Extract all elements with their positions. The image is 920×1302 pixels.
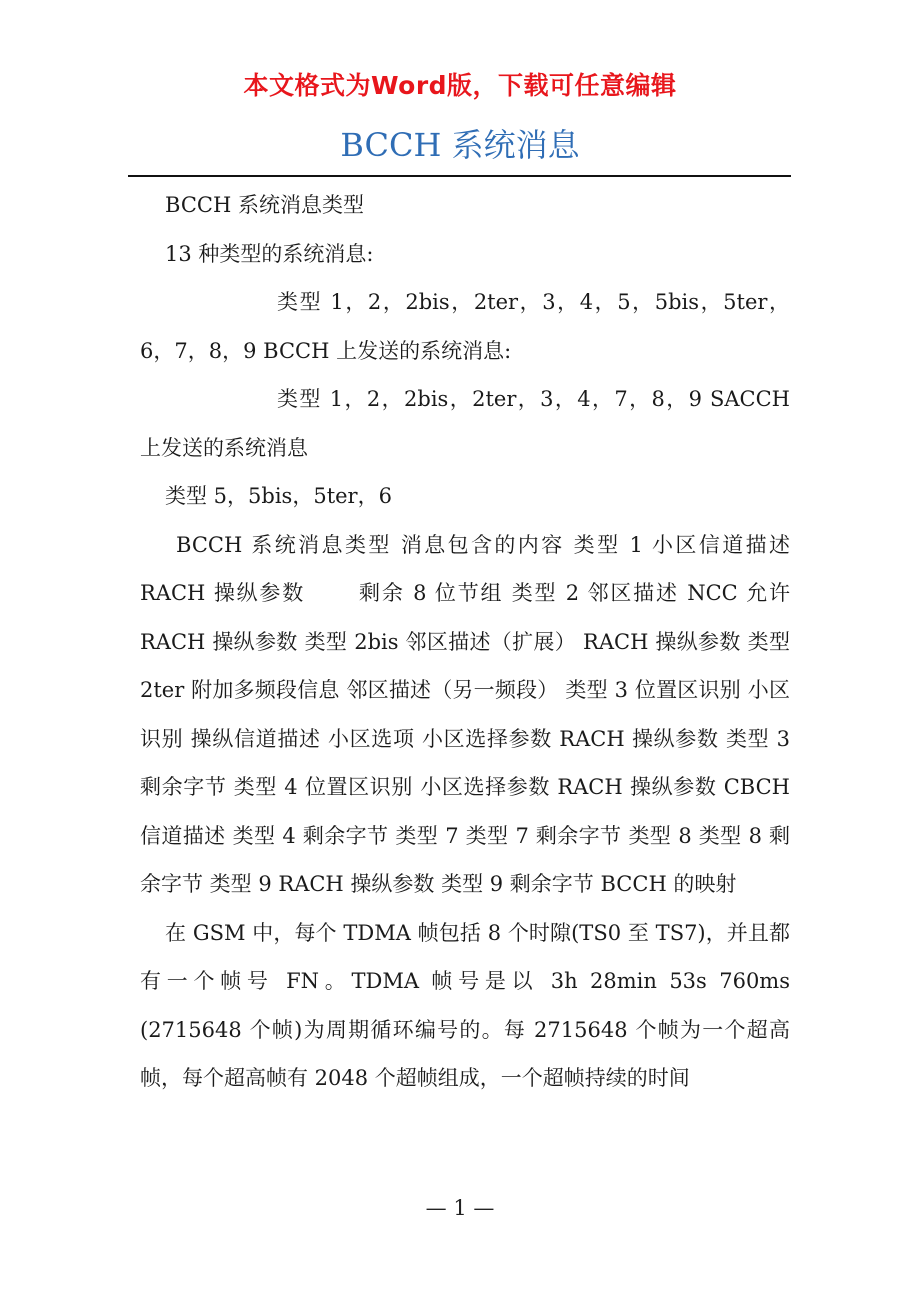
document-body: [140, 181, 790, 1103]
paragraph-message-contents: BCCH 系统消息类型 消息包含的内容 类型 1 小区信道描述 RACH 操纵参数 剩余 8 位节组 类型 2 邻区描述 NCC 允许 RACH 操纵参数 类型 2bis 邻区描述（扩展） RACH 操纵参数 类型 2ter 附加多频段信息 邻区描述（另一频段） 类型 3 位置区识别 小区识别 操纵信道描述 小区选项 小区选择参数 RACH 操纵参数 类型 3 剩余字节 类型 4 位置区识别 小区选择参数 RACH 操纵参数 CBCH 信道描述 类型 4 剩余字节 类型 7 类型 7 剩余字节 类型 8 类型 8 剩余字节 类型 9 RACH 操纵参数 类型 9 剩余字节 BCCH 的映射: [140, 532, 790, 896]
paragraph-gsm-frames: 在 GSM 中，每个 TDMA 帧包括 8 个时隙(TS0 至 TS7)，并且都有一个帧号 FN。TDMA 帧号是以 3h 28min 53s 760ms (2715648 个帧)为周期循环编号的。每 2715648 个帧为一个超高帧，每个超高帧有 2048 个超帧组成，一个超帧持续的时间: [140, 920, 790, 1090]
paragraph-bcch-types: 类型 1，2，2bis，2ter，3，4，5，5bis，5ter，6，7，8，9 BCCH 上发送的系统消息:: [140, 290, 790, 363]
page-number: — 1 —: [425, 1196, 495, 1220]
paragraph-sacch-types: 类型 1，2，2bis，2ter，3，4，7，8，9 SACCH 上发送的系统消息: [140, 387, 790, 460]
title-divider: [128, 175, 791, 177]
download-banner: 本文格式为Word版，下载可任意编辑: [243, 71, 677, 100]
paragraph-count: 13 种类型的系统消息:: [165, 241, 374, 266]
paragraph-heading: BCCH 系统消息类型: [165, 193, 364, 217]
paragraph-sacch-only-types: 类型 5，5bis，5ter，6: [165, 484, 392, 508]
document-title: BCCH 系统消息: [340, 126, 580, 164]
